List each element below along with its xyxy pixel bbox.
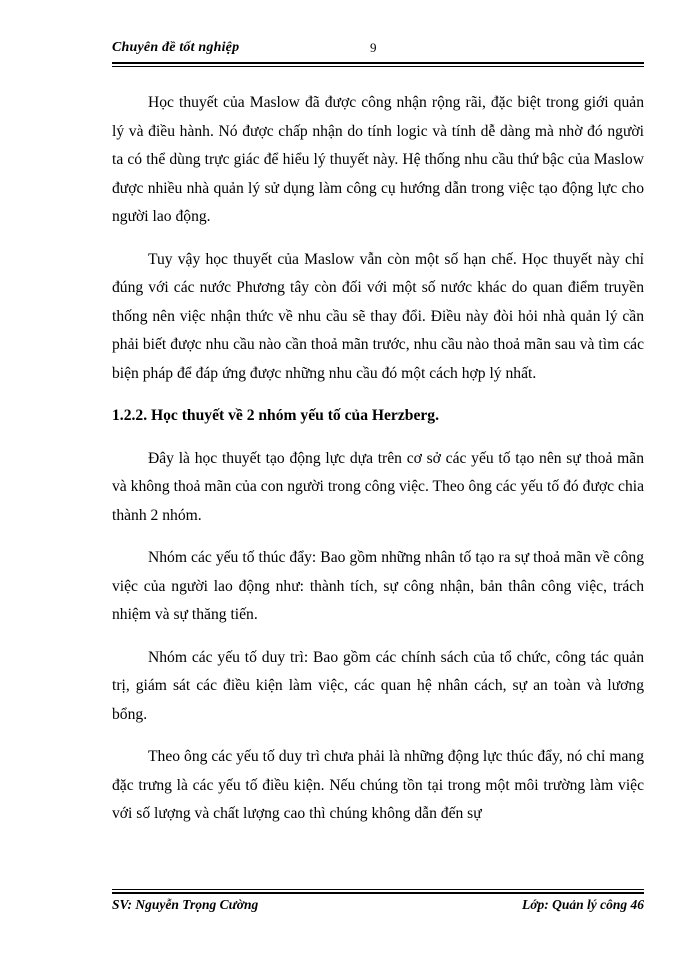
paragraph: Nhóm các yếu tố duy trì: Bao gồm các chính sách của tổ chức, công tác quản trị, giám sát các điều kiện làm việc, các quan hệ nhân cách, sự an toàn và lương bổng.: [112, 648, 644, 723]
paragraph: Theo ông các yếu tố duy trì chưa phải là những động lực thúc đẩy, nó chỉ mang đặc trưng là các yếu tố điều kiện. Nếu chúng tồn tại trong một môi trường làm việc với số lượng và chất lượng cao thì chúng không dẫn đến sự: [112, 748, 644, 822]
section-heading: 1.2.2. Học thuyết về 2 nhóm yếu tố của Herzberg.: [112, 407, 439, 424]
footer-author: SV: Nguyễn Trọng Cường: [112, 897, 259, 912]
paragraph: Tuy vậy học thuyết của Maslow vẫn còn một số hạn chế. Học thuyết này chỉ đúng với các nước Phương tây còn đối với một số nước khác do quan điểm truyền thống nên việc nhận thức về nhu cầu sẽ thay đổi. Điều này đòi hỏi nhà quản lý cần phải biết được nhu cầu nào cần thoả mãn trước, nhu cầu nào thoả mãn sau và tìm các biện pháp để đáp ứng được những nhu cầu đó một cách hợp lý nhất.: [112, 250, 644, 382]
document-body: [112, 89, 644, 843]
page-number: 9: [370, 40, 377, 55]
header-rule-thick: [112, 62, 644, 64]
footer-rule-thick: [112, 892, 644, 894]
footer-rule-thin: [112, 889, 644, 890]
paragraph: Nhóm các yếu tố thúc đẩy: Bao gồm những nhân tố tạo ra sự thoả mãn về công việc của người lao động như: thành tích, sự công nhận, bản thân công việc, trách nhiệm và sự thăng tiến.: [112, 549, 644, 623]
page-header: [112, 38, 644, 64]
page-footer: [112, 897, 644, 919]
paragraph: Đây là học thuyết tạo động lực dựa trên cơ sở các yếu tố tạo nên sự thoả mãn và không thoả mãn của con người trong công việc. Theo ông các yếu tố đó được chia thành 2 nhóm.: [112, 449, 644, 524]
header-title: Chuyên đề tốt nghiệp: [112, 40, 240, 55]
paragraph: Học thuyết của Maslow đã được công nhận rộng rãi, đặc biệt trong giới quản lý và điều hành. Nó được chấp nhận do tính logic và tính dễ dàng mà nhờ đó người ta có thể dùng trực giác để hiểu lý thuyết này. Hệ thống nhu cầu thứ bậc của Maslow được nhiều nhà quản lý sử dụng làm công cụ hướng dẫn trong việc tạo động lực cho người lao động.: [112, 94, 644, 225]
header-rule-thin: [112, 66, 644, 67]
footer-class: Lớp: Quản lý công 46: [522, 897, 644, 912]
